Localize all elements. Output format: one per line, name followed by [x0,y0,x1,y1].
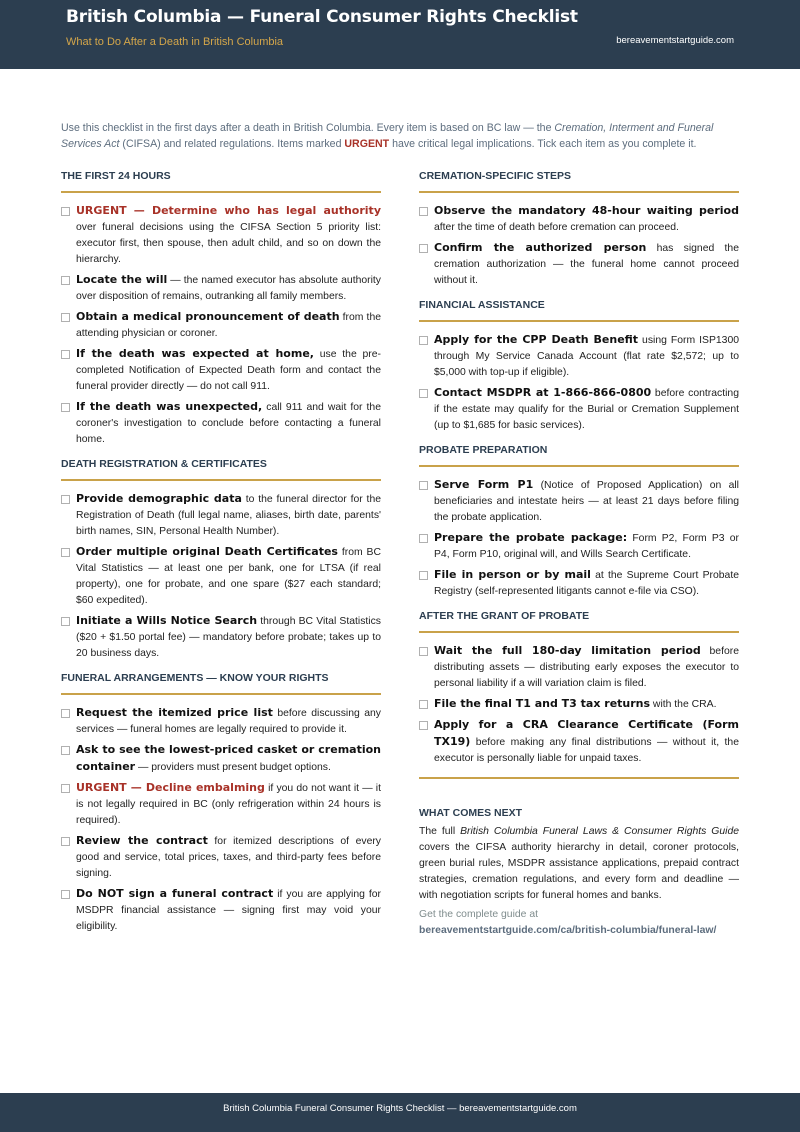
checklist-item [61,309,381,342]
section-the-first-24-hours [61,170,381,448]
checklist-item-lead: Do NOT sign a funeral contract [76,887,274,900]
section-heading: DEATH REGISTRATION & CERTIFICATES [61,458,381,481]
checklist-item-detail: at the Supreme Court Probate Registry (self-represented litigants cannot e-file via CSO). [434,570,739,597]
checklist-item [419,530,739,563]
checklist-item-text [434,717,739,767]
checkbox[interactable] [61,276,70,285]
header-site-link[interactable]: bereavementstartguide.com [616,35,734,46]
checklist-item-detail: if you are applying for MSDPR financial assistance — signing first may void your eligibility. [76,889,381,932]
section-death-registration-certificates [61,458,381,662]
checkbox[interactable] [61,709,70,718]
checklist-item-text [434,385,739,434]
checklist-item [61,886,381,935]
checkbox[interactable] [61,617,70,626]
what-comes-next-heading: WHAT COMES NEXT [419,807,523,819]
checklist-item-detail: from the attending physician or coroner. [76,312,382,339]
checklist-item-text [76,886,381,935]
checklist-item [61,705,381,738]
checklist-item [61,203,381,268]
checklist-item-detail: after the time of death before cremation can proceed. [434,222,679,233]
checklist-item [61,272,381,305]
checklist-item-text [76,544,381,609]
checklist-item-detail: before discussing any services — funeral homes are legally required to provide it. [76,708,381,735]
checklist-item [61,780,381,829]
section-heading: CREMATION-SPECIFIC STEPS [419,170,739,193]
checklist-item-text [76,833,381,882]
right-sections [419,170,739,767]
right-column [419,170,739,939]
checklist-item-lead: Order multiple original Death Certificates [76,545,338,558]
checklist-item-lead: Observe the mandatory 48-hour waiting period [434,204,739,217]
checklist-item-lead: Request the itemized price list [76,706,273,719]
what-comes-next-body [419,824,739,904]
left-column [61,170,381,945]
checklist-item-detail: before contracting if the estate may qualify for the Burial or Cremation Supplement (up to $1,685 for basic services). [434,388,739,431]
section-heading: AFTER THE GRANT OF PROBATE [419,610,739,633]
checklist-item [419,203,739,236]
checklist-item-text [76,613,381,662]
checklist-item-detail: using Form ISP1300 through My Service Canada Account (flat rate $2,572; up to $5,000 with top-up if eligible). [434,335,739,378]
checklist-item-text [434,332,739,381]
checklist-item-lead: If the death was expected at home, [76,347,314,360]
checklist-item [419,567,739,600]
checklist-item-text [434,477,739,526]
checklist-item-lead: Apply for the CPP Death Benefit [434,333,639,346]
checklist-item [61,613,381,662]
guide-title: British Columbia Funeral Laws & Consumer Rights Guide [460,826,740,837]
checklist-item-lead: If the death was unexpected, [76,400,263,413]
page-header [0,0,800,69]
next-body-text-1: The full [419,826,461,837]
cta-label: Get the complete guide at [419,909,538,920]
checkbox[interactable] [61,313,70,322]
section-probate-preparation [419,444,739,600]
checklist-item-detail: to the funeral director for the Registration of Death (full legal name, aliases, birth date, parents' birth names, SIN, Personal Health Number). [76,494,382,537]
checkbox[interactable] [61,746,70,755]
checkbox[interactable] [419,534,428,543]
checkbox[interactable] [61,548,70,557]
section-heading: FUNERAL ARRANGEMENTS — KNOW YOUR RIGHTS [61,672,381,695]
section-financial-assistance [419,299,739,434]
checklist-item [419,332,739,381]
checklist-item-detail: through BC Vital Statistics ($20 + $1.50 portal fee) — mandatory before probate; takes up to 20 business days. [76,616,381,659]
checklist-item-text [434,240,739,289]
checklist-item-detail: (Notice of Proposed Application) on all beneficiaries and intestate heirs — at least 21 days before filing the probate application. [434,480,739,523]
intro-act-name: Cremation, Interment and Funeral Services Act [61,122,714,150]
checkbox[interactable] [61,837,70,846]
checklist-item-lead: Locate the will [76,273,168,286]
checklist-item [61,346,381,395]
checklist-item [419,385,739,434]
checklist-item-lead: Ask to see the lowest-priced casket or cremation container [76,743,381,773]
section-divider [419,777,739,779]
checklist-item-text [76,491,381,540]
intro-paragraph [61,120,741,152]
checklist-item-text [76,742,381,776]
checkbox[interactable] [419,721,428,730]
section-heading: PROBATE PREPARATION [419,444,739,467]
checklist-item-lead: File the final T1 and T3 tax returns [434,697,651,710]
checklist-item-lead: Obtain a medical pronouncement of death [76,310,340,323]
section-funeral-arrangements-know-your-rights [61,672,381,935]
what-comes-next [419,807,739,939]
checklist-item-text [76,399,381,448]
checklist-item-detail: before distributing assets — distributing early exposes the executor to personal liability if a will variation claim is filed. [434,646,739,689]
checklist-item-detail: with the CRA. [650,699,717,710]
checkbox[interactable] [61,403,70,412]
footer-text: British Columbia Funeral Consumer Rights Checklist — bereavementstartguide.com [223,1103,577,1114]
checklist-item-lead: Prepare the probate package: [434,531,628,544]
checklist-item [419,643,739,692]
checklist-item-lead: Apply for a CRA Clearance Certificate (Form TX19) [434,718,739,748]
checklist-item [61,833,381,882]
checklist-item-text [76,705,381,738]
checklist-item-lead: File in person or by mail [434,568,591,581]
checklist-item-text [434,696,716,713]
checklist-item [61,399,381,448]
checkbox[interactable] [419,244,428,253]
checklist-item-detail: Form P2, Form P3 or P4, Form P10, original will, and Wills Search Certificate. [434,533,739,560]
checklist-item-lead: Review the contract [76,834,208,847]
checkbox[interactable] [61,495,70,504]
urgent-item-lead: URGENT — Decline embalming [76,781,265,794]
next-body-text-2: covers the CIFSA authority hierarchy in detail, coroner protocols, green burial rules, MSDPR assistance applications, prepaid contract strategies, cremation regulations, and every form and deadline — with negotiation scripts for funeral homes and banks. [419,842,739,901]
checklist-item-lead: Provide demographic data [76,492,242,505]
intro-text-1: Use this checklist in the first days after a death in British Columbia. Every item is based on BC law — the [61,122,555,134]
checkbox[interactable] [419,481,428,490]
checklist-item [61,544,381,609]
guide-link[interactable]: bereavementstartguide.com/ca/british-columbia/funeral-law/ [419,925,717,936]
checklist-item-text [76,346,381,395]
checkbox[interactable] [419,647,428,656]
checklist-item [419,477,739,526]
checklist-item [419,696,739,713]
checklist-item-detail: before making any final distributions — without it, the executor is personally liable for unpaid taxes. [434,737,739,764]
checklist-item-lead: Serve Form P1 [434,478,534,491]
checklist-item-detail: for itemized descriptions of every good and service, total prices, taxes, and third-party fees before signing. [76,836,381,879]
checklist-item-text [76,272,381,305]
checklist-item [61,742,381,776]
document-subtitle: What to Do After a Death in British Columbia [66,36,284,48]
checklist-item-detail: — the named executor has absolute authority over disposition of remains, outranking all family members. [76,275,381,302]
checkbox[interactable] [61,350,70,359]
urgent-item-lead: URGENT — Determine who has legal authority [76,204,381,217]
checklist-item-text [434,567,739,600]
section-heading: THE FIRST 24 HOURS [61,170,381,193]
checkbox[interactable] [61,207,70,216]
checkbox[interactable] [419,389,428,398]
checklist-item-detail: — providers must present budget options. [135,762,331,773]
checklist-item-detail: call 911 and wait for the coroner's investigation to conclude before contacting a funeral home. [76,402,381,445]
checklist-item-detail: if you do not want it — it is not legally required in BC (only refrigeration within 24 hours is required). [76,783,381,826]
checklist-item-lead: Confirm the authorized person [434,241,647,254]
checklist-item-detail: over funeral decisions using the CIFSA Section 5 priority list: executor first, then spouse, then adult child, and so on down the hierarchy. [76,222,381,265]
checkbox[interactable] [419,207,428,216]
checklist-item-detail: from BC Vital Statistics — at least one per bank, one for LTSA (if real property), one for probate, and one spare ($27 each standard; $60 expedited). [76,547,381,606]
page-footer [0,1093,800,1132]
checklist-item-detail: has signed the cremation authorization — the funeral home cannot proceed without it. [434,243,739,286]
checklist-item-text [434,203,739,236]
section-cremation-specific-steps [419,170,739,289]
checklist-item-text [434,530,739,563]
checklist-item-lead: Initiate a Wills Notice Search [76,614,258,627]
checklist-item-lead: Contact MSDPR at 1-866-866-0800 [434,386,652,399]
section-after-the-grant-of-probate [419,610,739,767]
intro-text-2: (CIFSA) and related regulations. Items marked [119,138,345,150]
checklist-item [61,491,381,540]
section-heading: FINANCIAL ASSISTANCE [419,299,739,322]
checkbox[interactable] [61,890,70,899]
checklist-item-text [434,643,739,692]
intro-text-3: have critical legal implications. Tick each item as you complete it. [389,138,697,150]
checklist-item [419,717,739,767]
checklist-item-detail: use the pre-completed Notification of Expected Death form and contact the funeral provider directly — do not call 911. [76,349,382,392]
checkbox[interactable] [61,784,70,793]
intro-urgent-label: URGENT [344,138,390,150]
checkbox[interactable] [419,336,428,345]
checklist-item-text [76,203,381,268]
checkbox[interactable] [419,700,428,709]
checkbox[interactable] [419,571,428,580]
checklist-item-text [76,780,381,829]
checklist-item-text [76,309,381,342]
checklist-item [419,240,739,289]
document-title: British Columbia — Funeral Consumer Rights Checklist [66,7,578,27]
checklist-item-lead: Wait the full 180-day limitation period [434,644,701,657]
